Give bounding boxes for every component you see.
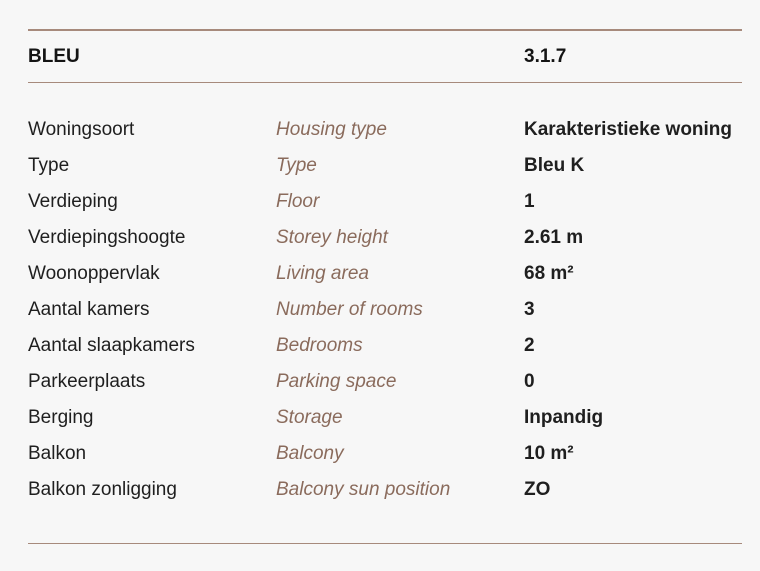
spec-row-floor <box>0 188 760 224</box>
spec-row-housing-type <box>0 116 760 152</box>
spec-label-nl: Aantal slaapkamers <box>28 335 195 356</box>
spec-label-nl: Parkeerplaats <box>28 371 146 392</box>
spec-value: 68 m² <box>524 263 574 284</box>
spec-value: 2 <box>524 335 535 356</box>
spec-label-en: Parking space <box>276 371 397 392</box>
spec-label-en: Living area <box>276 263 369 284</box>
spec-row-balcony-sun-position <box>0 476 760 512</box>
spec-label-nl: Balkon zonligging <box>28 479 177 500</box>
spec-row-bedrooms <box>0 332 760 368</box>
spec-label-nl: Verdieping <box>28 191 118 212</box>
spec-value: 3 <box>524 299 535 320</box>
spec-label-en: Number of rooms <box>276 299 423 320</box>
spec-value: Inpandig <box>524 407 604 428</box>
spec-label-en: Balcony sun position <box>276 479 451 500</box>
unit-name: BLEU <box>28 46 80 67</box>
spec-value: 1 <box>524 191 535 212</box>
spec-label-nl: Type <box>28 155 70 176</box>
spec-label-en: Storage <box>276 407 343 428</box>
spec-row-type <box>0 152 760 188</box>
spec-value: Karakteristieke woning <box>524 119 733 140</box>
spec-label-nl: Woonoppervlak <box>28 263 160 284</box>
spec-label-nl: Woningsoort <box>28 119 135 140</box>
spec-table <box>0 116 760 512</box>
spec-value: ZO <box>524 479 551 500</box>
spec-row-parking-space <box>0 368 760 404</box>
spec-label-en: Floor <box>276 191 320 212</box>
spec-row-living-area <box>0 260 760 296</box>
unit-header <box>0 46 760 72</box>
spec-row-number-of-rooms <box>0 296 760 332</box>
spec-label-en: Storey height <box>276 227 388 248</box>
top-divider <box>28 29 742 31</box>
spec-label-en: Housing type <box>276 119 387 140</box>
spec-label-nl: Aantal kamers <box>28 299 150 320</box>
spec-row-storage <box>0 404 760 440</box>
spec-value: 0 <box>524 371 535 392</box>
spec-label-nl: Verdiepingshoogte <box>28 227 186 248</box>
spec-row-balcony <box>0 440 760 476</box>
spec-value: Bleu K <box>524 155 585 176</box>
spec-label-en: Balcony <box>276 443 344 464</box>
spec-value: 2.61 m <box>524 227 584 248</box>
spec-row-storey-height <box>0 224 760 260</box>
spec-value: 10 m² <box>524 443 574 464</box>
spec-label-en: Bedrooms <box>276 335 363 356</box>
spec-label-nl: Berging <box>28 407 94 428</box>
spec-label-en: Type <box>276 155 317 176</box>
bottom-divider <box>28 543 742 544</box>
spec-label-nl: Balkon <box>28 443 87 464</box>
header-divider <box>28 82 742 83</box>
unit-code: 3.1.7 <box>524 46 567 67</box>
